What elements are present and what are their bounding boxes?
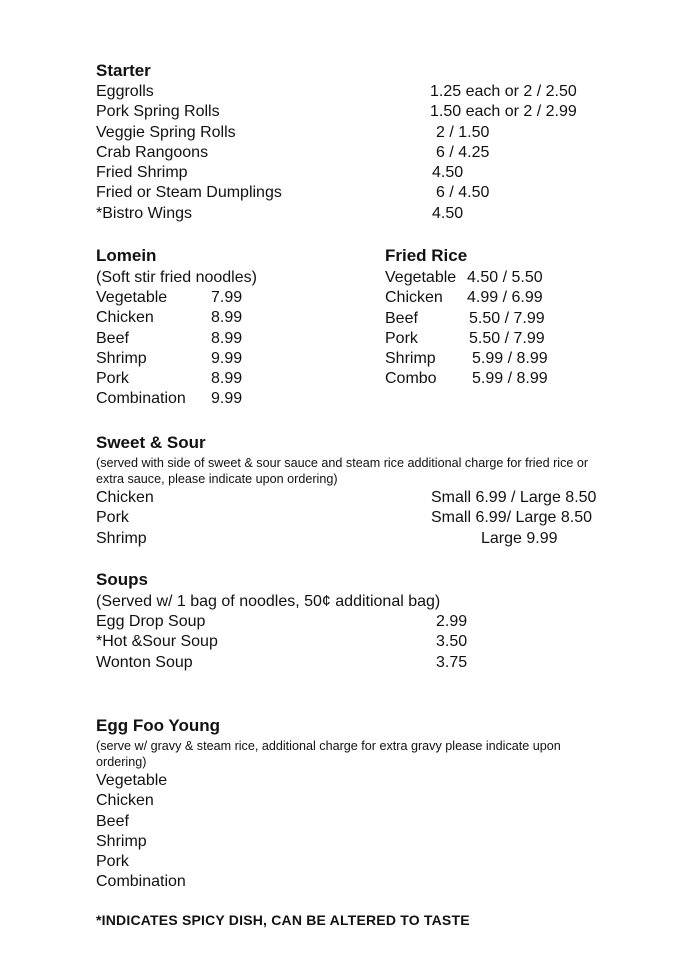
menu-item-name: Shrimp	[96, 529, 147, 547]
egg-foo-young-note: (serve w/ gravy & steam rice, additional charge for extra gravy please indicate upon ordering)	[96, 739, 561, 769]
menu-item-name: Shrimp	[96, 832, 147, 850]
menu-item-name: Vegetable	[96, 772, 168, 789]
starter-prices	[430, 82, 577, 224]
menu-item-price: 7.99	[211, 289, 243, 306]
fried-rice-prices	[469, 268, 548, 390]
menu-item-name: Fried Shrimp	[96, 164, 188, 182]
starter-names	[96, 82, 282, 224]
menu-item-price: Small 6.99/ Large 8.50	[431, 509, 592, 527]
menu-item-name: Chicken	[96, 489, 154, 506]
menu-item-price: 8.99	[211, 370, 243, 388]
menu-item-price: 5.50 / 7.99	[469, 329, 545, 347]
menu-item-name: Shrimp	[96, 349, 147, 367]
menu-item-name: Chicken	[96, 309, 154, 327]
menu-item-price: 5.99 / 8.99	[472, 370, 548, 388]
menu-item-name: Eggrolls	[96, 83, 154, 100]
menu-item-price: 4.99 / 6.99	[467, 289, 543, 307]
menu-item-price: Large 9.99	[481, 529, 558, 547]
menu-item-name: Beef	[385, 309, 418, 327]
menu-item-price: 1.50 each or 2 / 2.99	[430, 103, 577, 121]
lomein-heading: Lomein	[96, 246, 157, 265]
menu-item-price: 2.99	[436, 613, 468, 630]
menu-item-price: 9.99	[211, 349, 243, 367]
menu-item-name: *Hot &Sour Soup	[96, 633, 218, 651]
menu-item-name: Pork	[96, 370, 129, 388]
menu-item-price: 4.50	[432, 164, 464, 182]
menu-item-name: Pork	[96, 853, 129, 871]
menu-item-price: 3.75	[436, 653, 468, 671]
starter-heading: Starter	[96, 61, 151, 80]
lomein-names	[96, 288, 186, 410]
menu-item-price: Small 6.99 / Large 8.50	[431, 489, 597, 506]
menu-item-name: Fried or Steam Dumplings	[96, 184, 282, 202]
menu-item-name: Shrimp	[385, 350, 436, 368]
menu-item-name: Chicken	[96, 792, 154, 810]
egg-foo-young-heading: Egg Foo Young	[96, 716, 221, 735]
fried-rice-names	[385, 268, 456, 390]
menu-item-price: 3.50	[436, 633, 468, 651]
soups-prices	[436, 612, 467, 673]
soups-subtitle: (Served w/ 1 bag of noodles, 50¢ additional bag)	[96, 593, 441, 610]
menu-item-price: 6 / 4.50	[436, 184, 490, 202]
menu-item-name: Beef	[96, 812, 129, 830]
menu-item-name: Chicken	[385, 289, 443, 307]
menu-item-price: 4.50 / 5.50	[467, 269, 543, 286]
lomein-prices	[211, 288, 242, 410]
menu-item-price: 2 / 1.50	[436, 123, 490, 141]
menu-item-name: Pork Spring Rolls	[96, 103, 220, 121]
soups-heading: Soups	[96, 570, 148, 589]
menu-item-price: 5.50 / 7.99	[469, 309, 545, 327]
sweet-sour-heading: Sweet & Sour	[96, 433, 206, 452]
menu-item-name: Crab Rangoons	[96, 143, 209, 161]
menu-item-price: 8.99	[211, 329, 243, 347]
sweet-sour-names	[96, 488, 154, 549]
soups-names	[96, 612, 218, 673]
menu-item-name: Beef	[96, 329, 129, 347]
menu-item-name: Vegetable	[385, 269, 457, 286]
menu-item-price: 6 / 4.25	[436, 143, 490, 161]
menu-item-name: Pork	[385, 329, 418, 347]
fried-rice-heading: Fried Rice	[385, 246, 468, 265]
menu-item-price: 5.99 / 8.99	[472, 350, 548, 368]
menu-item-name: Egg Drop Soup	[96, 613, 206, 630]
spicy-disclaimer: *INDICATES SPICY DISH, CAN BE ALTERED TO TASTE	[96, 912, 470, 928]
sweet-sour-note: (served with side of sweet & sour sauce and steam rice additional charge for fried rice or extra sauce, please indicate upon ordering)	[96, 456, 589, 486]
menu-item-price: 9.99	[211, 390, 243, 408]
menu-item-name: Veggie Spring Rolls	[96, 123, 236, 141]
menu-item-name: Vegetable	[96, 289, 168, 306]
sweet-sour-prices	[431, 488, 596, 549]
lomein-subtitle: (Soft stir fried noodles)	[96, 269, 257, 286]
egg-foo-young-names	[96, 771, 186, 893]
menu-item-name: Wonton Soup	[96, 653, 193, 671]
menu-item-name: Combo	[385, 370, 437, 388]
menu-item-name: *Bistro Wings	[96, 204, 193, 222]
menu-item-name: Combination	[96, 873, 186, 891]
menu-item-name: Pork	[96, 509, 129, 527]
menu-item-price: 8.99	[211, 309, 243, 327]
menu-item-name: Combination	[96, 390, 186, 408]
menu-item-price: 4.50	[432, 204, 464, 222]
menu-item-price: 1.25 each or 2 / 2.50	[430, 83, 577, 100]
